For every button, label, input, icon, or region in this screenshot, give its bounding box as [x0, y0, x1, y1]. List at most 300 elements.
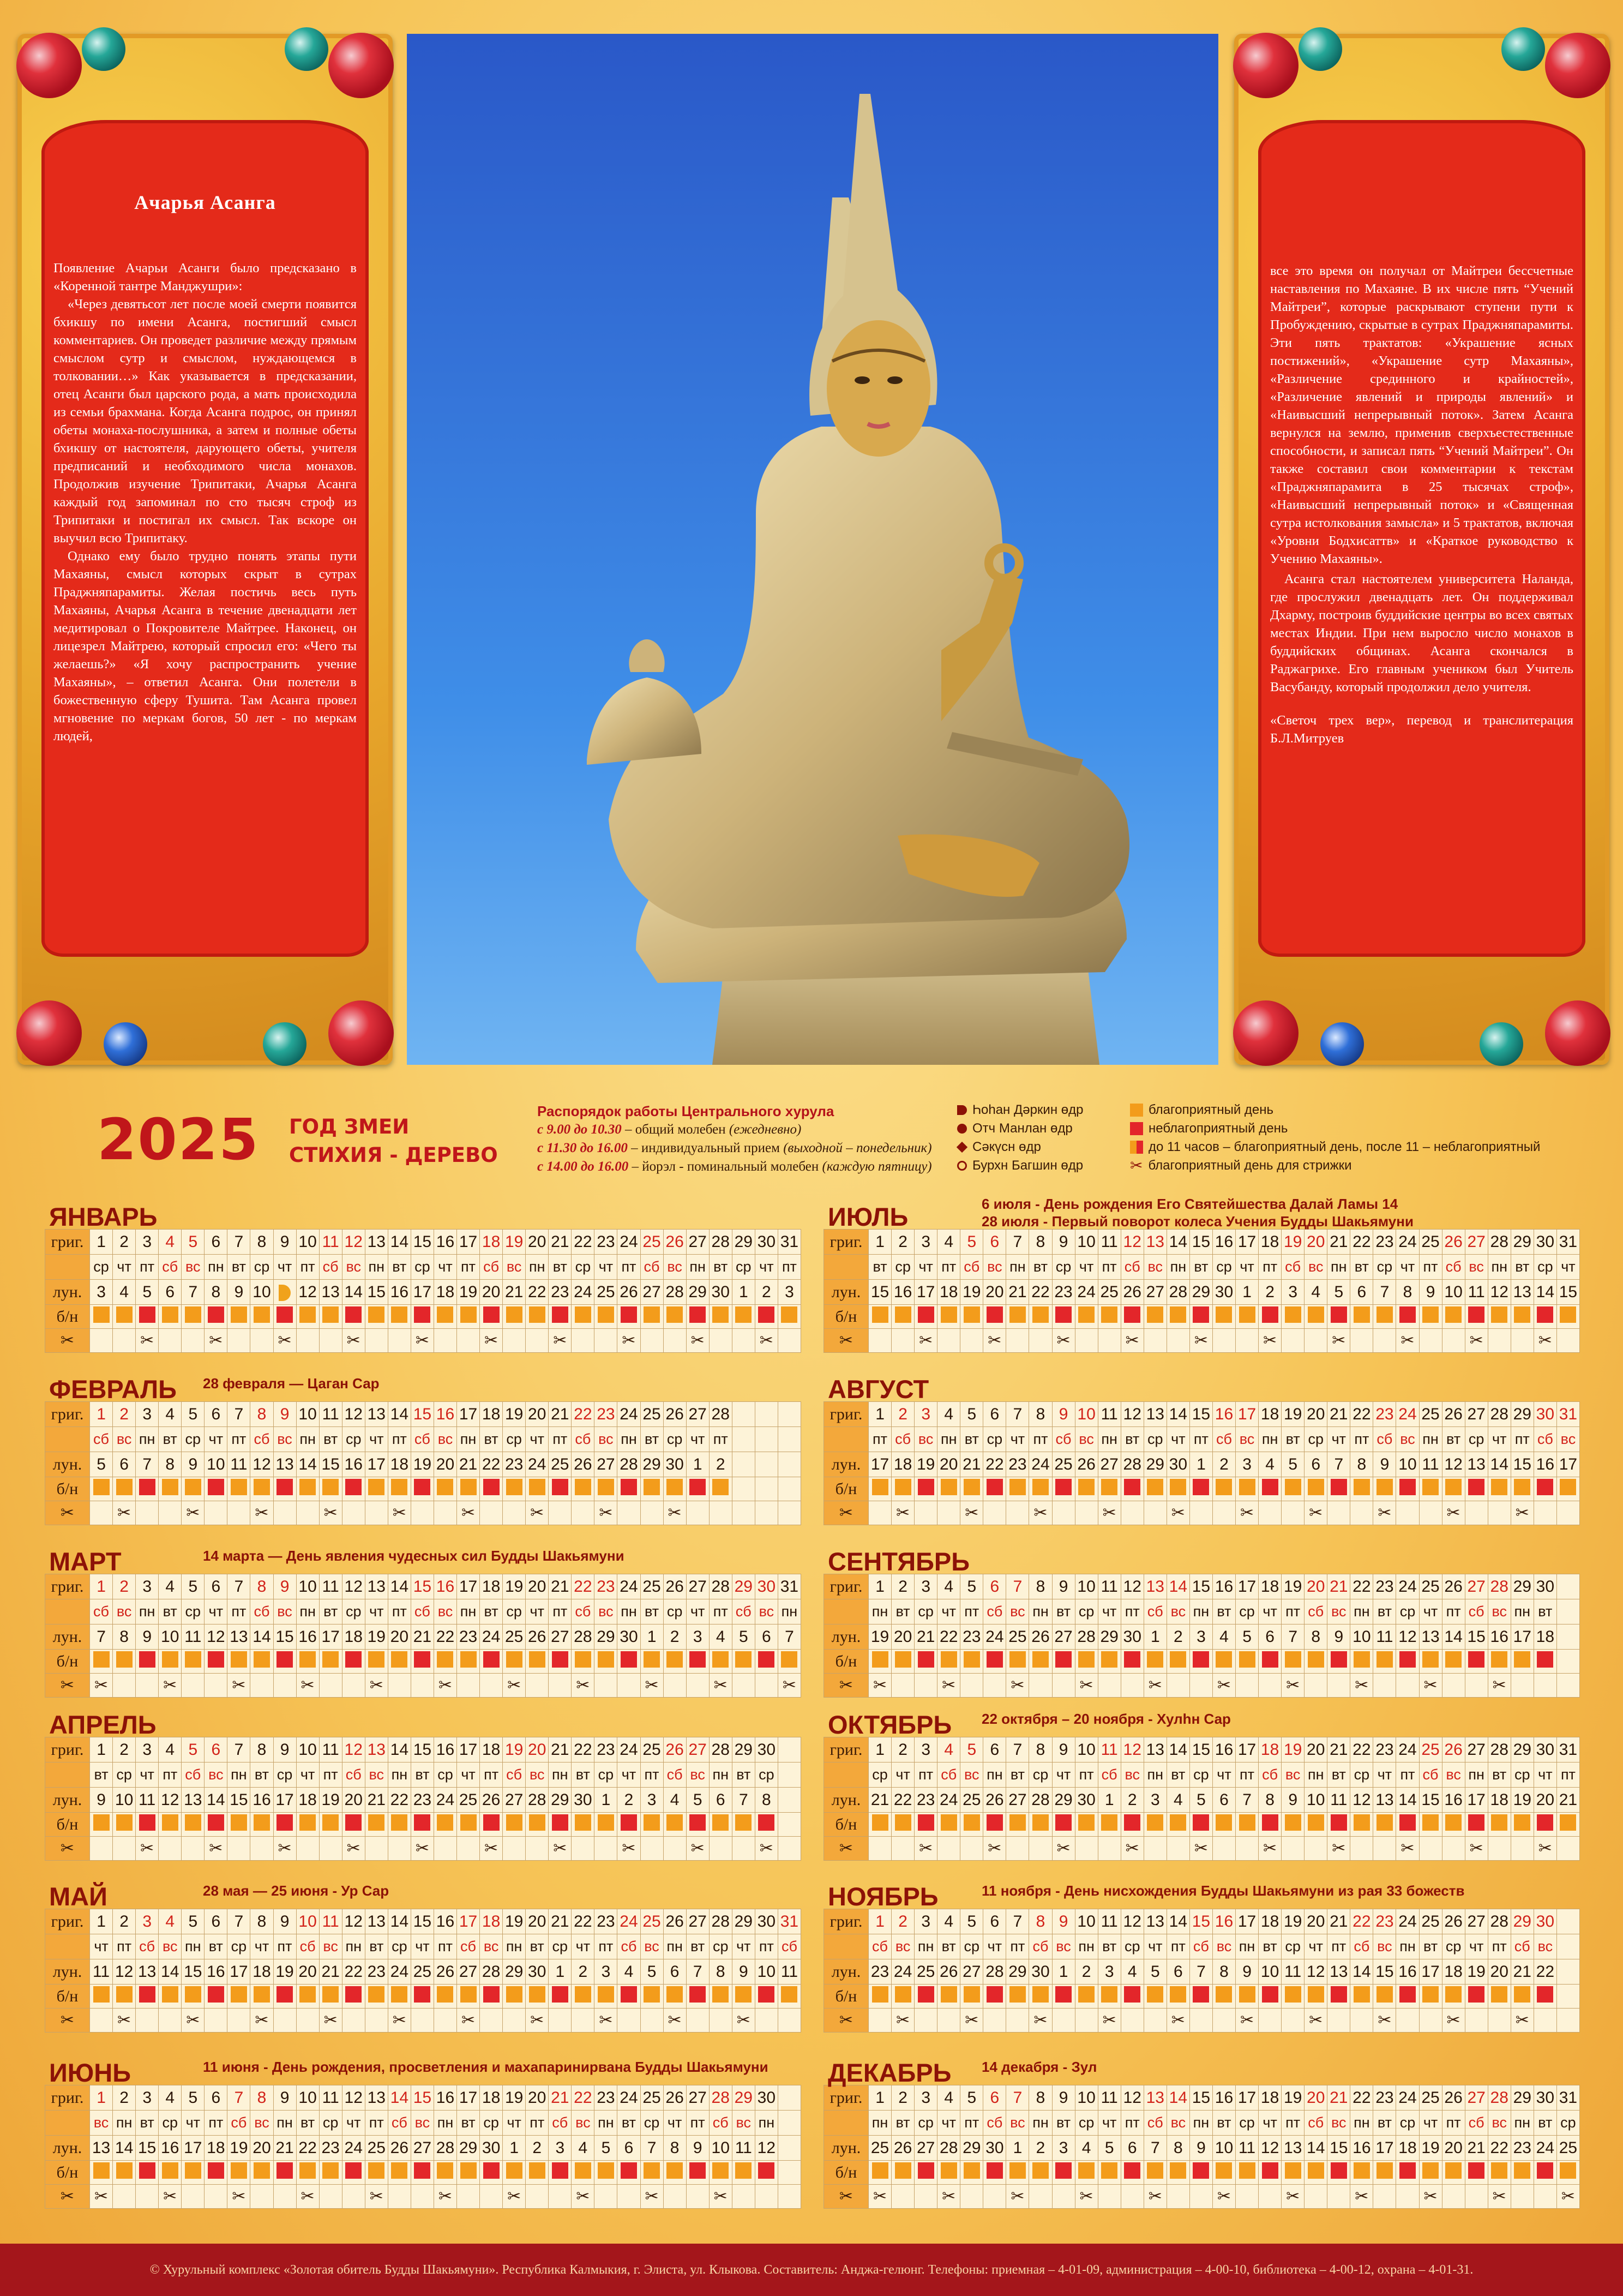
- lunar-day: 11: [1236, 2136, 1259, 2161]
- day-quality: [388, 1813, 411, 1837]
- day-number: 24: [617, 2085, 640, 2111]
- ornament-icon: [1545, 33, 1610, 98]
- weekday: вс: [1396, 1427, 1419, 1452]
- haircut-day: [319, 1329, 342, 1353]
- weekday: пт: [296, 1255, 319, 1280]
- haircut-day: [663, 1329, 686, 1353]
- day-quality: [457, 2161, 480, 2185]
- day-quality: [983, 1650, 1006, 1674]
- weekday: ср: [549, 1934, 572, 1959]
- day-quality: [296, 1985, 319, 2009]
- lunar-day: 6: [1167, 1959, 1189, 1985]
- weekday: вс: [1006, 1599, 1029, 1624]
- lunar-day: 15: [1511, 1452, 1534, 1477]
- day-number: 29: [732, 2085, 755, 2111]
- day-number: 1: [869, 1402, 892, 1427]
- lunar-day: 7: [1144, 2136, 1167, 2161]
- day-quality: [503, 1477, 526, 1501]
- day-number: 23: [594, 1574, 617, 1599]
- haircut-day: ✂: [136, 1329, 159, 1353]
- lunar-day: 10: [1259, 1959, 1282, 1985]
- lunar-day: 9: [136, 1624, 159, 1650]
- weekday: сб: [1189, 1934, 1212, 1959]
- haircut-day: [1419, 2009, 1442, 2033]
- weekday: ср: [869, 1763, 892, 1788]
- haircut-day: [1098, 1674, 1121, 1698]
- weekday: вт: [136, 2111, 159, 2136]
- day-number: 22: [572, 1402, 594, 1427]
- month-block: [45, 1878, 801, 2033]
- haircut-day: ✂: [1052, 1837, 1075, 1861]
- haircut-day: [1259, 1674, 1282, 1698]
- day-quality: [205, 1305, 227, 1329]
- haircut-day: [1305, 2185, 1327, 2209]
- haircut-day: [1396, 2009, 1419, 2033]
- weekday: вс: [1167, 1599, 1189, 1624]
- day-number: 21: [1327, 1402, 1350, 1427]
- day-number: 30: [1534, 1909, 1556, 1934]
- day-quality: [1465, 1305, 1488, 1329]
- day-quality: [617, 1305, 640, 1329]
- haircut-day: [182, 1674, 205, 1698]
- lunar-day: 9: [1236, 1959, 1259, 1985]
- lunar-day: 20: [1442, 2136, 1465, 2161]
- haircut-day: [1212, 1501, 1235, 1525]
- lunar-day: 22: [388, 1788, 411, 1813]
- weekday: вт: [1282, 1427, 1305, 1452]
- day-quality: [1029, 1985, 1052, 2009]
- lunar-day: 11: [732, 2136, 755, 2161]
- weekday: чт: [1488, 1427, 1511, 1452]
- lunar-day: 12: [755, 2136, 778, 2161]
- lunar-day: 17: [1511, 1624, 1534, 1650]
- weekday: чт: [915, 1255, 937, 1280]
- haircut-day: [594, 2185, 617, 2209]
- haircut-day: [1282, 1329, 1305, 1353]
- weekday: вс: [1282, 1763, 1305, 1788]
- weekday: чт: [182, 2111, 205, 2136]
- row-label: лун.: [824, 2136, 869, 2161]
- lunar-day: 12: [205, 1624, 227, 1650]
- haircut-day: [1236, 1329, 1259, 1353]
- day-quality: [1556, 1305, 1579, 1329]
- haircut-day: ✂: [319, 2009, 342, 2033]
- haircut-day: [113, 2185, 136, 2209]
- day-number: 4: [937, 2085, 960, 2111]
- haircut-day: [1282, 2009, 1305, 2033]
- day-number: 15: [411, 2085, 434, 2111]
- day-number: 12: [342, 1230, 365, 1255]
- lunar-day: 12: [1259, 2136, 1282, 2161]
- day-quality: [113, 1305, 136, 1329]
- weekday: вт: [1350, 1255, 1373, 1280]
- legend-moon: [957, 1101, 1083, 1175]
- haircut-day: ✂: [159, 2185, 182, 2209]
- month-table: [823, 2085, 1580, 2209]
- lunar-day: 28: [1029, 1788, 1052, 1813]
- day-number: 5: [960, 1230, 983, 1255]
- month-holiday-note: 22 октября – 20 ноября - Хулһн Сар: [982, 1711, 1231, 1727]
- lunar-day: 5: [1144, 1959, 1167, 1985]
- haircut-day: [205, 1674, 227, 1698]
- lunar-day: 19: [273, 1959, 296, 1985]
- row-label: лун.: [824, 1280, 869, 1305]
- month-block: [823, 1878, 1580, 2033]
- day-quality: [526, 1305, 549, 1329]
- haircut-day: ✂: [319, 1501, 342, 1525]
- lunar-day: 2: [572, 1959, 594, 1985]
- day-quality: [572, 1650, 594, 1674]
- weekday: пн: [617, 1599, 640, 1624]
- lunar-day: 3: [1236, 1452, 1259, 1477]
- day-number: 23: [1373, 1737, 1396, 1763]
- lunar-day: 17: [273, 1788, 296, 1813]
- day-number: 4: [937, 1402, 960, 1427]
- weekday: чт: [526, 1599, 549, 1624]
- haircut-day: ✂: [1212, 2185, 1235, 2209]
- day-quality: [526, 1477, 549, 1501]
- row-label: ✂: [824, 2009, 869, 2033]
- day-number: 3: [136, 1574, 159, 1599]
- day-number: 18: [1259, 1402, 1282, 1427]
- lunar-day: 30: [663, 1452, 686, 1477]
- weekday: вс: [594, 1427, 617, 1452]
- lunar-day: 11: [1282, 1959, 1305, 1985]
- day-number: 7: [227, 1909, 250, 1934]
- lunar-day: 3: [686, 1624, 709, 1650]
- schedule-time: с 11.30 до 16.00: [537, 1141, 628, 1155]
- haircut-day: [365, 1501, 388, 1525]
- lunar-day: 26: [617, 1280, 640, 1305]
- haircut-day: [365, 1837, 388, 1861]
- weekday: чт: [572, 1934, 594, 1959]
- lunar-day: 1: [549, 1959, 572, 1985]
- weekday: вс: [1465, 1255, 1488, 1280]
- weekday: вс: [732, 2111, 755, 2136]
- weekday: чт: [1419, 1599, 1442, 1624]
- legend-days: [1130, 1101, 1540, 1175]
- lunar-day: 29: [686, 1280, 709, 1305]
- day-quality: [1006, 2161, 1029, 2185]
- day-number: 27: [1465, 1909, 1488, 1934]
- lunar-day: 22: [434, 1624, 456, 1650]
- day-number: 7: [227, 1402, 250, 1427]
- month-holiday-note: 11 июня - День рождения, просветления и махапаринирвана Будды Шакьямуни: [203, 2059, 768, 2075]
- haircut-day: ✂: [1167, 1501, 1189, 1525]
- lunar-day: 6: [113, 1452, 136, 1477]
- haircut-day: ✂: [755, 1837, 778, 1861]
- weekday: чт: [1305, 1934, 1327, 1959]
- ornament-icon: [263, 1022, 306, 1066]
- day-quality: [159, 1813, 182, 1837]
- weekday: сб: [549, 2111, 572, 2136]
- lunar-day: 7: [778, 1624, 801, 1650]
- day-quality: [90, 1813, 113, 1837]
- lunar-day: 29: [1052, 1788, 1075, 1813]
- haircut-day: [1282, 1501, 1305, 1525]
- lunar-day: 13: [1419, 1624, 1442, 1650]
- row-label: [45, 1427, 90, 1452]
- day-quality: [1282, 1985, 1305, 2009]
- day-quality: [1373, 1477, 1396, 1501]
- statue-photo: [407, 34, 1218, 1065]
- day-number: 16: [1212, 1909, 1235, 1934]
- haircut-day: ✂: [1029, 2009, 1052, 2033]
- weekday: сб: [342, 1763, 365, 1788]
- haircut-day: [1006, 1501, 1029, 1525]
- lunar-day: 28: [617, 1452, 640, 1477]
- weekday: вт: [480, 1427, 503, 1452]
- haircut-day: [1098, 1329, 1121, 1353]
- haircut-day: [778, 2009, 801, 2033]
- day-quality: [549, 2161, 572, 2185]
- lunar-day: 22: [342, 1959, 365, 1985]
- new-moon-icon: [957, 1161, 967, 1171]
- day-quality: [1098, 2161, 1121, 2185]
- weekday: сб: [869, 1934, 892, 1959]
- haircut-day: ✂: [1305, 1501, 1327, 1525]
- weekday: вт: [1098, 1934, 1121, 1959]
- haircut-day: [342, 2185, 365, 2209]
- day-number: 4: [159, 1230, 182, 1255]
- scissors-icon: ✂: [1130, 1157, 1143, 1174]
- day-number: 28: [1488, 1909, 1511, 1934]
- weekday: сб: [90, 1427, 113, 1452]
- weekday: ср: [411, 1255, 434, 1280]
- haircut-day: [1373, 1329, 1396, 1353]
- haircut-day: [1350, 1501, 1373, 1525]
- weekday: сб: [1052, 1427, 1075, 1452]
- day-number: 6: [205, 1909, 227, 1934]
- day-quality: [1327, 1477, 1350, 1501]
- weekday: пн: [1144, 1763, 1167, 1788]
- lunar-day: 24: [434, 1788, 456, 1813]
- lunar-day: 27: [915, 2136, 937, 2161]
- lunar-day: 14: [205, 1788, 227, 1813]
- day-quality: [640, 1985, 663, 2009]
- day-number: 3: [136, 2085, 159, 2111]
- lunar-day: 25: [1052, 1452, 1075, 1477]
- day-quality: [319, 2161, 342, 2185]
- ornament-icon: [328, 33, 394, 98]
- lunar-day: 29: [1144, 1452, 1167, 1477]
- paragraph: Асанга стал настоятелем университета Наланда, где прослужил двенадцать лет. Он поддерживал Дхарму, построив буддийские центры во всех святых местах Индии. При нем выросло число монахов в буддийских общинах. Асанга скончался в Раджагрихе. Его главным учеником был Учитель Васубанду, который продолжил дело учителя.: [1270, 572, 1573, 694]
- day-quality: [1259, 2161, 1282, 2185]
- month-table: [45, 1909, 801, 2033]
- haircut-day: ✂: [1052, 1329, 1075, 1353]
- day-number: 6: [205, 1574, 227, 1599]
- lunar-day: 14: [1442, 1624, 1465, 1650]
- lunar-day: 21: [1511, 1959, 1534, 1985]
- haircut-day: [755, 2185, 778, 2209]
- weekday: вс: [434, 1599, 456, 1624]
- lunar-day: 10: [159, 1624, 182, 1650]
- day-number: 9: [273, 2085, 296, 2111]
- day-number: 26: [1442, 2085, 1465, 2111]
- day-quality: [1305, 1305, 1327, 1329]
- day-number: 11: [319, 1402, 342, 1427]
- haircut-day: [457, 1674, 480, 1698]
- schedule-text: – общий молебен: [621, 1122, 729, 1137]
- haircut-day: [1075, 2009, 1098, 2033]
- day-quality: [1305, 1650, 1327, 1674]
- day-number: 31: [1556, 1402, 1579, 1427]
- haircut-day: ✂: [90, 1674, 113, 1698]
- day-number: 25: [1419, 1909, 1442, 1934]
- lunar-day: 20: [1534, 1788, 1556, 1813]
- day-quality: [1236, 1813, 1259, 1837]
- day-quality: [319, 1477, 342, 1501]
- day-quality: [1144, 1985, 1167, 2009]
- weekday: пт: [686, 2111, 709, 2136]
- month-table: [823, 1401, 1580, 1525]
- haircut-day: [480, 1501, 503, 1525]
- weekday: вс: [1121, 1763, 1144, 1788]
- lunar-day: 11: [182, 1624, 205, 1650]
- day-quality: [1419, 2161, 1442, 2185]
- weekday: пт: [1121, 2111, 1144, 2136]
- month-table: [45, 1401, 801, 1525]
- lunar-day: 10: [1305, 1788, 1327, 1813]
- lunar-day: 16: [159, 2136, 182, 2161]
- month-block: [823, 1371, 1580, 1525]
- month-table: [45, 2085, 801, 2209]
- haircut-day: ✂: [457, 1501, 480, 1525]
- lunar-day: 16: [250, 1788, 273, 1813]
- day-number: 27: [1465, 1230, 1488, 1255]
- weekday: пн: [778, 1599, 801, 1624]
- day-number: 19: [1282, 1909, 1305, 1934]
- weekday: пт: [1189, 1427, 1212, 1452]
- day-number: 11: [319, 1737, 342, 1763]
- day-quality: [1052, 1477, 1075, 1501]
- lunar-day: 3: [90, 1280, 113, 1305]
- weekday: пт: [1556, 1763, 1579, 1788]
- haircut-day: ✂: [1465, 1329, 1488, 1353]
- day-number: 7: [1006, 1402, 1029, 1427]
- lunar-day: 1: [1098, 1788, 1121, 1813]
- haircut-day: [1511, 1837, 1534, 1861]
- haircut-day: [1075, 1837, 1098, 1861]
- empty-cell: [778, 2136, 801, 2161]
- day-quality: [937, 1813, 960, 1837]
- weekday: вт: [1052, 2111, 1075, 2136]
- haircut-day: ✂: [1144, 2185, 1167, 2209]
- haircut-day: [1350, 1837, 1373, 1861]
- haircut-day: [411, 1501, 434, 1525]
- lunar-day: 20: [342, 1788, 365, 1813]
- day-quality: [434, 2161, 456, 2185]
- weekday: сб: [1465, 2111, 1488, 2136]
- row-label: ✂: [45, 1501, 90, 1525]
- day-quality: [709, 1477, 732, 1501]
- lunar-day: 27: [503, 1788, 526, 1813]
- haircut-day: ✂: [869, 1674, 892, 1698]
- haircut-day: ✂: [640, 1674, 663, 1698]
- legend-label: Бурхн Багшин өдр: [972, 1158, 1084, 1173]
- lunar-day: 4: [572, 2136, 594, 2161]
- day-quality: [227, 2161, 250, 2185]
- haircut-day: [90, 1837, 113, 1861]
- lunar-day: 9: [90, 1788, 113, 1813]
- day-number: 26: [1442, 1402, 1465, 1427]
- weekday: пт: [480, 1763, 503, 1788]
- haircut-day: [709, 1329, 732, 1353]
- lunar-day: 4: [1167, 1788, 1189, 1813]
- day-quality: [1327, 1650, 1350, 1674]
- lunar-day: 29: [549, 1788, 572, 1813]
- weekday: пт: [1327, 1934, 1350, 1959]
- lunar-day: 26: [1075, 1452, 1098, 1477]
- haircut-day: [1052, 2009, 1075, 2033]
- weekday: вс: [319, 1934, 342, 1959]
- weekday: вс: [755, 1599, 778, 1624]
- haircut-day: [1098, 1837, 1121, 1861]
- weekday: вс: [90, 2111, 113, 2136]
- empty-cell: [755, 1427, 778, 1452]
- weekday: вс: [1488, 2111, 1511, 2136]
- haircut-day: [434, 1501, 456, 1525]
- day-quality: [480, 2161, 503, 2185]
- haircut-day: ✂: [159, 1674, 182, 1698]
- weekday: вт: [572, 1763, 594, 1788]
- weekday: сб: [1305, 1599, 1327, 1624]
- day-number: 31: [1556, 1230, 1579, 1255]
- weekday: чт: [937, 1599, 960, 1624]
- haircut-day: ✂: [1121, 1837, 1144, 1861]
- weekday: сб: [227, 2111, 250, 2136]
- day-quality: [1465, 1477, 1488, 1501]
- day-number: 15: [1189, 2085, 1212, 2111]
- day-quality: [755, 1985, 778, 2009]
- weekday: пн: [296, 1599, 319, 1624]
- weekday: чт: [411, 1934, 434, 1959]
- weekday: ср: [503, 1599, 526, 1624]
- haircut-day: [1534, 2009, 1556, 2033]
- lunar-day: 26: [892, 2136, 915, 2161]
- haircut-day: ✂: [1350, 1674, 1373, 1698]
- lunar-day: 25: [1006, 1624, 1029, 1650]
- lunar-day: 3: [1144, 1788, 1167, 1813]
- day-number: 23: [594, 2085, 617, 2111]
- lunar-day: 22: [1534, 1959, 1556, 1985]
- day-number: 8: [250, 1909, 273, 1934]
- day-quality: [915, 1985, 937, 2009]
- haircut-day: ✂: [1534, 1329, 1556, 1353]
- weekday: вс: [1327, 1599, 1350, 1624]
- lunar-day: 20: [434, 1452, 456, 1477]
- day-quality: [1029, 2161, 1052, 2185]
- day-quality: [434, 1305, 456, 1329]
- haircut-day: [227, 1329, 250, 1353]
- day-quality: [365, 1985, 388, 2009]
- weekday: вт: [640, 1427, 663, 1452]
- day-number: 2: [892, 2085, 915, 2111]
- lunar-day: 10: [250, 1280, 273, 1305]
- haircut-day: ✂: [1167, 2009, 1189, 2033]
- empty-cell: [732, 1501, 755, 1525]
- lunar-day: 3: [549, 2136, 572, 2161]
- day-quality: [411, 1650, 434, 1674]
- haircut-day: ✂: [411, 1329, 434, 1353]
- weekday: пн: [434, 2111, 456, 2136]
- haircut-day: ✂: [869, 2185, 892, 2209]
- lunar-day: 5: [136, 1280, 159, 1305]
- day-quality: [1189, 1305, 1212, 1329]
- day-number: 3: [915, 2085, 937, 2111]
- day-quality: [273, 1985, 296, 2009]
- empty-cell: [778, 2185, 801, 2209]
